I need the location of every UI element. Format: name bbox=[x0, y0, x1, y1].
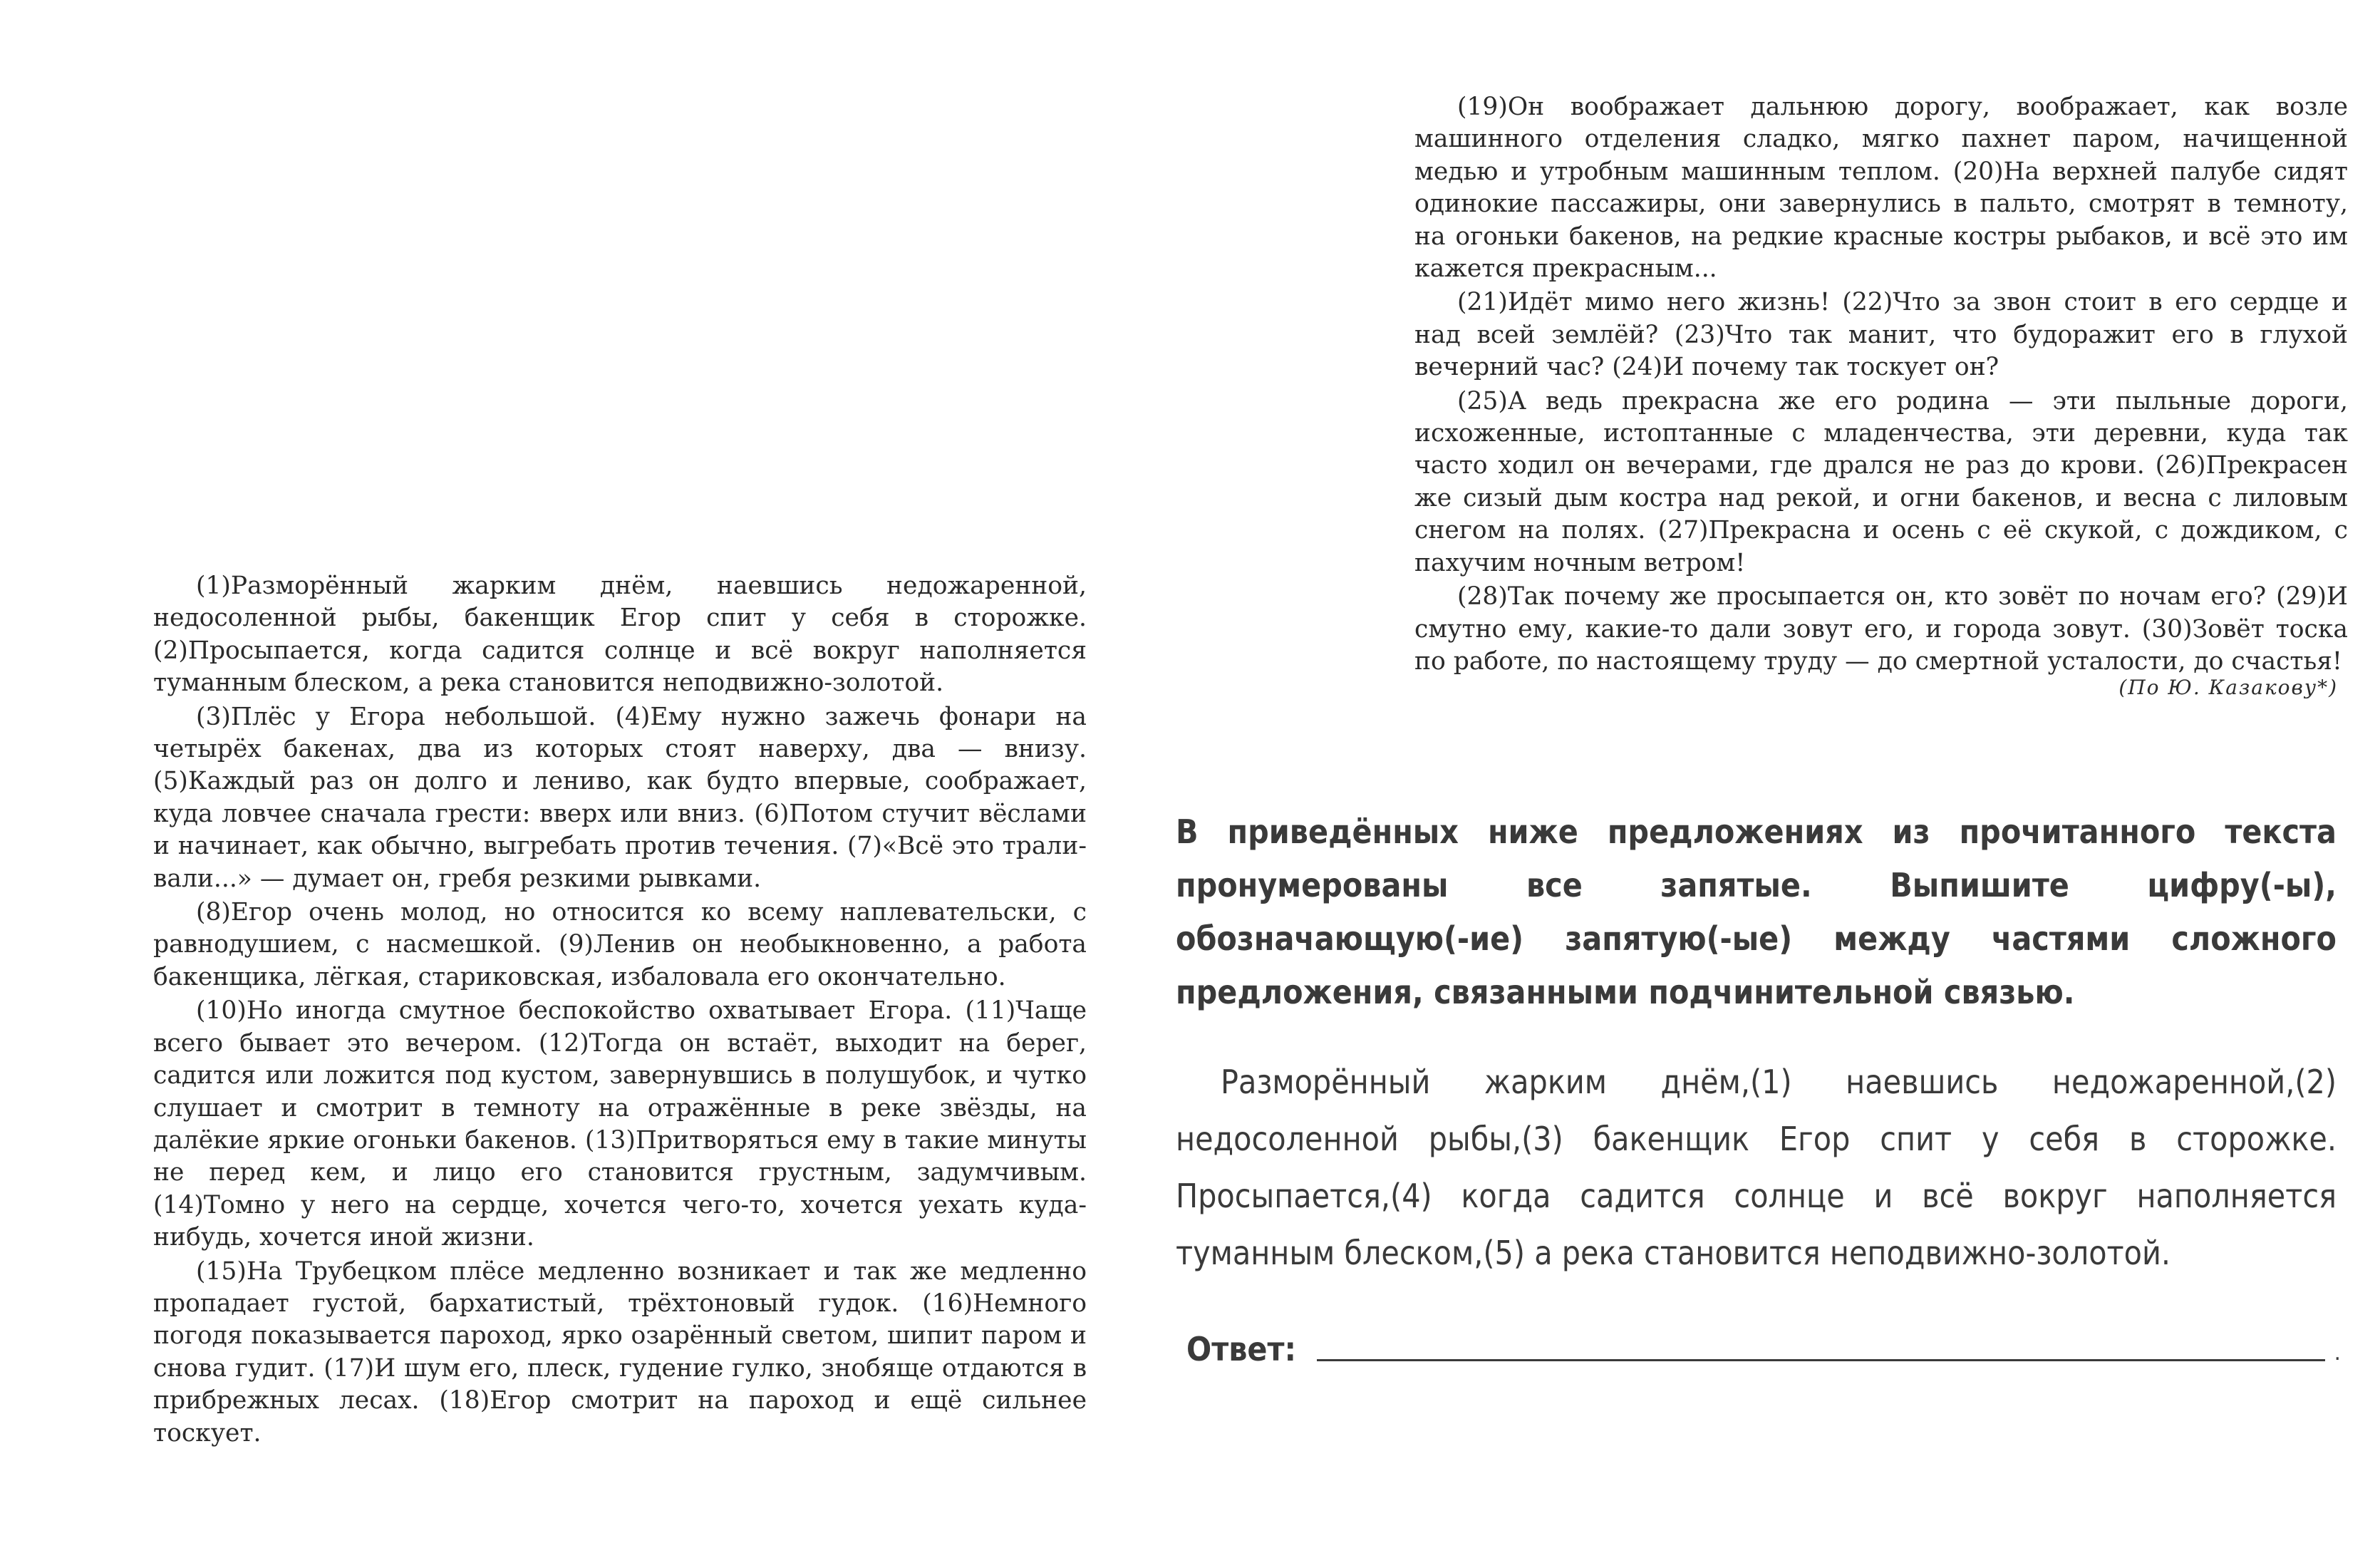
paragraph: (21)Идёт мимо него жизнь! (22)Что за звон стоит в его сердце и над всей землёй? (23)Что так манит, что будоражит его в глухой вечерний час? (24)И почему так тоскует он? bbox=[1414, 288, 2348, 382]
task-instruction: В приведённых ниже предложениях из прочитанного текста пронумерованы все запятые. Выпишите цифру(-ы), обозначающую(-ие) запятую(-ые) между частями сложного предложения, связанными подчинительной связью. bbox=[1176, 812, 2337, 1011]
source-attribution: (По Ю. Казакову*) bbox=[2118, 676, 2338, 699]
answer-row bbox=[1186, 1319, 2341, 1368]
paragraph: (28)Так почему же просыпается он, кто зовёт по ночам его? (29)И смутно ему, какие-то дали зовут его, и города зовут. (30)Зовёт тоска по работе, по настоящему труду — до смертной усталости, до счастья! bbox=[1414, 582, 2348, 676]
paragraph: (19)Он воображает дальнюю дорогу, воображает, как возле машинного отделения сладко, мягко пахнет паром, начищенной медью и утробным машинным теплом. (20)На верхней палубе сидят одинокие пассажиры, они завернулись в пальто, смотрят в темноту, на огоньки бакенов, на редкие красные костры рыбаков, и всё это им кажется прекрасным... bbox=[1414, 93, 2348, 284]
left-text-column bbox=[153, 570, 1087, 1451]
answer-end-dot: . bbox=[2334, 1341, 2341, 1366]
task-sentence-text: Разморённый жарким днём,(1) наевшись недожаренной,(2) недосоленной рыбы,(3) бакенщик Егор спит у себя в сторожке. Просыпается,(4) когда садится солнце и всё вокруг наполняется туманным блеском,(5) а река становится неподвижно-золотой. bbox=[1176, 1063, 2337, 1272]
right-text-column bbox=[1414, 91, 2348, 679]
paragraph: (25)А ведь прекрасна же его родина — эти пыльные дороги, исхоженные, истоптанные с младенчества, эти деревни, куда так часто ходил он вечерами, где дрался не раз до крови. (26)Прекрасен же сизый дым костра над рекой, и огни бакенов, и весна с лиловым снегом на полях. (27)Прекрасна и осень с её скукой, с дождиком, с пахучим ночным ветром! bbox=[1414, 386, 2348, 577]
answer-line-field[interactable] bbox=[1317, 1356, 2325, 1361]
answer-label: Ответ: bbox=[1186, 1330, 1297, 1368]
task-sentence bbox=[1176, 1053, 2337, 1281]
paragraph: (3)Плёс у Егора небольшой. (4)Ему нужно зажечь фонари на четырёх бакенах, два из которых стоят наверху, два — внизу. (5)Каждый раз он долго и лениво, как будто впервые, соображает, куда ловчее сначала грести: вверх или вниз. (6)Потом стучит вёслами и начинает, как обычно, выгребать против течения. (7)«Всё это трали-вали...» — думает он, гребя резкими рывками. bbox=[153, 702, 1087, 893]
paragraph: (10)Но иногда смутное беспокойство охватывает Егора. (11)Чаще всего бывает это вечером. (12)Тогда он встаёт, выходит на берег, садится или ложится под кустом, завернувшись в полушубок, и чутко слушает и смотрит в темноту на отражённые в реке звёзды, на далёкие яркие огоньки бакенов. (13)Притворяться ему в такие минуты не перед кем, и лицо его становится грустным, задумчивым. (14)Томно у него на сердце, хочется чего-то, хочется уехать куда-нибудь, хочется иной жизни. bbox=[153, 996, 1087, 1252]
paragraph: (1)Разморённый жарким днём, наевшись недожаренной, недосоленной рыбы, бакенщик Егор спит у себя в сторожке. (2)Просыпается, когда садится солнце и всё вокруг наполняется туманным блеском, а река становится неподвижно-золотой. bbox=[153, 572, 1087, 698]
paragraph: (8)Егор очень молод, но относится ко всему наплевательски, с равнодушием, с насмешкой. (9)Ленив он необыкновенно, а работа бакенщика, лёгкая, стариковская, избаловала его окончательно. bbox=[153, 898, 1087, 991]
paragraph: (15)На Трубецком плёсе медленно возникает и так же медленно пропадает густой, бархатистый, трёхтоновый гудок. (16)Немного погодя показывается пароход, ярко озарённый светом, шипит паром и снова гудит. (17)И шум его, плеск, гудение гулко, знобяще отдаются в прибрежных лесах. (18)Егор смотрит на пароход и ещё сильнее тоскует. bbox=[153, 1257, 1087, 1448]
